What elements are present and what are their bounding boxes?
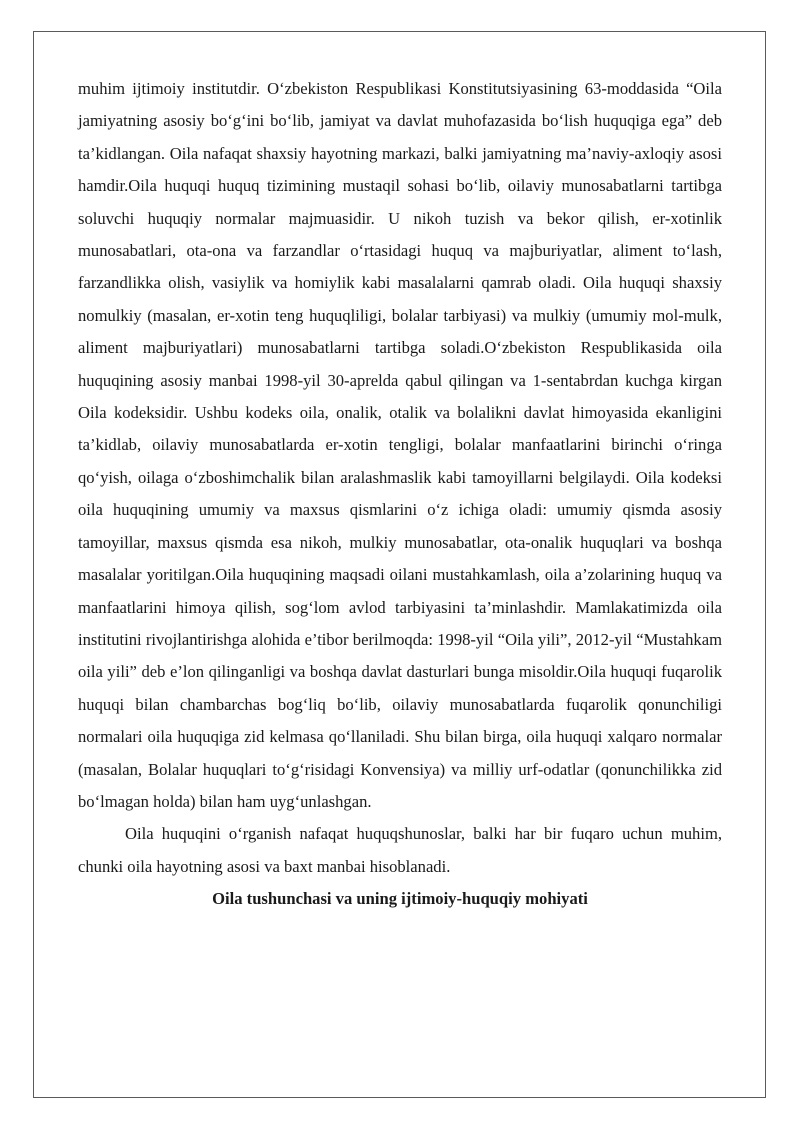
document-body xyxy=(78,73,722,916)
section-heading: Oila tushunchasi va uning ijtimoiy-huquqiy mohiyati xyxy=(212,889,588,909)
body-paragraph: Oila huquqini o‘rganish nafaqat huquqshunoslar, balki har bir fuqaro uchun muhim, chunki oila hayotning asosi va baxt manbai hisoblanadi. xyxy=(78,824,722,876)
body-paragraph: muhim ijtimoiy institutdir. O‘zbekiston Respublikasi Konstitutsiyasining 63-moddasida “Oila jamiyatning asosiy bo‘g‘ini bo‘lib, jamiyat va davlat muhofazasida bo‘lish huquqiga ega” deb ta’kidlangan. Oila nafaqat shaxsiy hayotning markazi, balki jamiyatning ma’naviy-axloqiy asosi hamdir.Oila huquqi huquq tizimining mustaqil sohasi bo‘lib, oilaviy munosabatlarni tartibga soluvchi huquqiy normalar majmuasidir. U nikoh tuzish va bekor qilish, er-xotinlik munosabatlari, ota-ona va farzandlar o‘rtasidagi huquq va majburiyatlar, aliment to‘lash, farzandlikka olish, vasiylik va homiylik kabi masalalarni qamrab oladi. Oila huquqi shaxsiy nomulkiy (masalan, er-xotin teng huquqliligi, bolalar tarbiyasi) va mulkiy (umumiy mol-mulk, aliment majburiyatlari) munosabatlarni tartibga soladi.O‘zbekiston Respublikasida oila huquqining asosiy manbai 1998-yil 30-aprelda qabul qilingan va 1-sentabrdan kuchga kirgan Oila kodeksidir. Ushbu kodeks oila, onalik, otalik va bolalikni davlat himoyasida ekanligini ta’kidlab, oilaviy munosabatlarda er-xotin tengligi, bolalar manfaatlarini birinchi o‘ringa qo‘yish, oilaga o‘zboshimchalik bilan aralashmaslik kabi tamoyillarni belgilaydi. Oila kodeksi oila huquqining umumiy va maxsus qismlarini o‘z ichiga oladi: umumiy qismda asosiy tamoyillar, maxsus qismda esa nikoh, mulkiy munosabatlar, ota-onalik huquqlari va boshqa masalalar yoritilgan.Oila huquqining maqsadi oilani mustahkamlash, oila a’zolarining huquq va manfaatlarini himoya qilish, sog‘lom avlod tarbiyasini ta’minlashdir. Mamlakatimizda oila institutini rivojlantirishga alohida e’tibor berilmoqda: 1998-yil “Oila yili”, 2012-yil “Mustahkam oila yili” deb e’lon qilinganligi va boshqa davlat dasturlari bunga misoldir.Oila huquqi fuqarolik huquqi bilan chambarchas bog‘liq bo‘lib, oilaviy munosabatlarda fuqarolik qonunchiligi normalari oila huquqiga zid kelmasa qo‘llaniladi. Shu bilan birga, oila huquqi xalqaro normalar (masalan, Bolalar huquqlari to‘g‘risidagi Konvensiya) va milliy urf-odatlar (qonunchilikka zid bo‘lmagan holda) bilan ham uyg‘unlashgan. xyxy=(78,79,722,811)
